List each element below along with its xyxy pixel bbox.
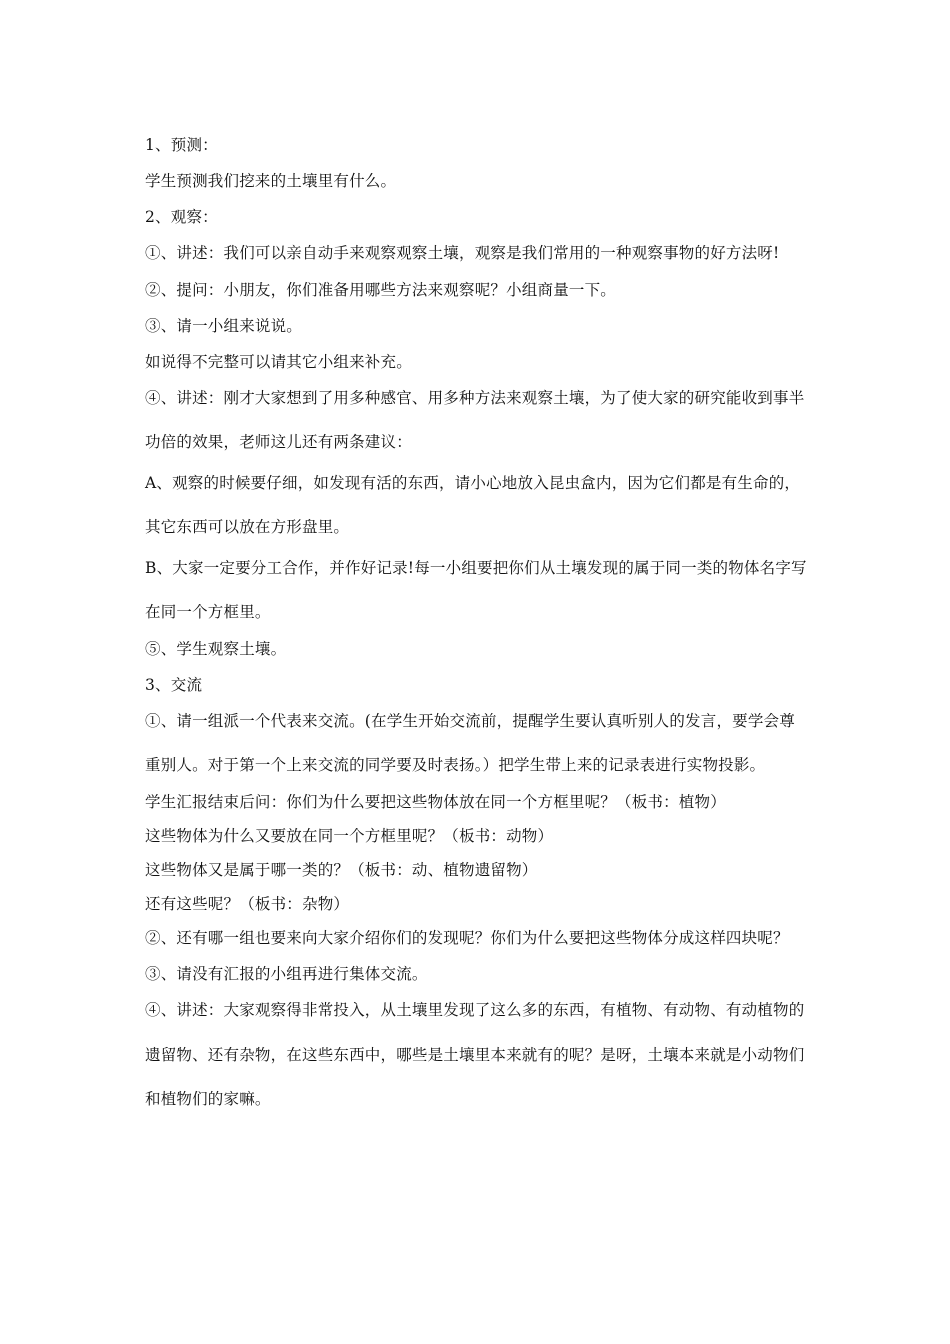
- document-body: [145, 127, 810, 1118]
- paragraph-1: 1、预测：: [145, 136, 218, 154]
- paragraph-3: 2、观察：: [145, 208, 218, 226]
- paragraph-10: B、大家一定要分工合作，并作好记录!每一小组要把你们从土壤发现的属于同一类的物体名字写在同一个方框里。: [145, 558, 807, 621]
- paragraph-2: 学生预测我们挖来的土壤里有什么。: [145, 172, 397, 190]
- paragraph-6: ③、请一小组来说说。: [145, 316, 303, 335]
- paragraph-16: 这些物体又是属于哪一类的？（板书：动、植物遗留物）: [145, 860, 538, 879]
- paragraph-4: ①、讲述：我们可以亲自动手来观察观察土壤，观察是我们常用的一种观察事物的好方法呀!: [145, 244, 780, 262]
- paragraph-13: ①、请一组派一个代表来交流。(在学生开始交流前，提醒学生要认真听别人的发言，要学会尊重别人。对于第一个上来交流的同学要及时表扬。）把学生带上来的记录表进行实物投影。: [145, 711, 795, 774]
- paragraph-12: 3、交流: [145, 675, 203, 694]
- paragraph-15: 这些物体为什么又要放在同一个方框里呢？（板书：动物）: [145, 826, 554, 845]
- paragraph-19: ③、请没有汇报的小组再进行集体交流。: [145, 965, 428, 983]
- paragraph-18: ②、还有哪一组也要来向大家介绍你们的发现呢？你们为什么要把这些物体分成这样四块呢？: [145, 928, 789, 947]
- paragraph-20: ④、讲述：大家观察得非常投入，从土壤里发现了这么多的东西，有植物、有动物、有动植物的遗留物、还有杂物，在这些东西中，哪些是土壤里本来就有的呢？是呀，土壤本来就是小动物们和植物们的家嘛。: [145, 1001, 805, 1108]
- paragraph-8: ④、讲述：刚才大家想到了用多种感官、用多种方法来观察土壤，为了使大家的研究能收到事半功倍的效果，老师这儿还有两条建议：: [145, 388, 805, 451]
- paragraph-7: 如说得不完整可以请其它小组来补充。: [145, 352, 412, 371]
- paragraph-17: 还有这些呢？（板书：杂物）: [145, 894, 350, 913]
- paragraph-9: A、观察的时候要仔细，如发现有活的东西，请小心地放入昆虫盒内，因为它们都是有生命的，其它东西可以放在方形盘里。: [145, 473, 801, 536]
- paragraph-11: ⑤、学生观察土壤。: [145, 639, 287, 658]
- paragraph-14: 学生汇报结束后问：你们为什么要把这些物体放在同一个方框里呢？（板书：植物）: [145, 792, 726, 811]
- paragraph-5: ②、提问：小朋友，你们准备用哪些方法来观察呢？小组商量一下。: [145, 280, 617, 299]
